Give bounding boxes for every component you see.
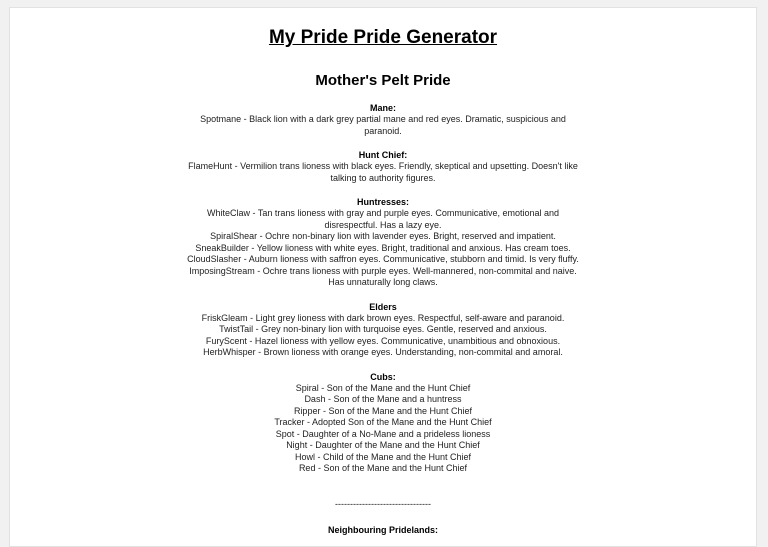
section-divider: -------------------------------- <box>335 498 431 509</box>
huntress-entry: ImposingStream - Ochre trans lioness with purple eyes. Well-mannered, non-commital and naive. Has unnaturally long claws. <box>189 265 577 287</box>
section-huntresses <box>80 197 686 289</box>
elder-entry: FriskGleam - Light grey lioness with dark brown eyes. Respectful, self-aware and paranoid. <box>201 312 565 323</box>
cub-entry: Red - Son of the Mane and the Hunt Chief <box>298 463 468 473</box>
page-content <box>10 8 756 546</box>
section-elders <box>80 302 686 359</box>
page-frame <box>9 7 757 547</box>
section-heading-hunt-chief: Hunt Chief: <box>358 150 408 160</box>
section-heading-elders: Elders <box>369 301 397 312</box>
cub-entry: Tracker - Adopted Son of the Mane and the Hunt Chief <box>274 417 492 427</box>
section-cubs <box>80 372 686 475</box>
cub-entry: Dash - Son of the Mane and a huntress <box>304 394 462 404</box>
cub-entry: Spiral - Son of the Mane and the Hunt Chief <box>295 382 471 393</box>
huntress-entry: SneakBuilder - Yellow lioness with white eyes. Bright, traditional and anxious. Has cream toes. <box>195 242 571 253</box>
cub-entry: Night - Daughter of the Mane and the Hunt Chief <box>286 440 480 450</box>
page-title: My Pride Pride Generator <box>268 27 498 48</box>
section-heading-huntresses: Huntresses: <box>356 197 410 207</box>
elder-entry: TwistTail - Grey non-binary lion with turquoise eyes. Gentle, reserved and anxious. <box>219 324 547 334</box>
huntress-entry: SpiralShear - Ochre non-binary lion with lavender eyes. Bright, reserved and impatient. <box>210 231 556 241</box>
cub-entry: Howl - Child of the Mane and the Hunt Chief <box>294 451 472 462</box>
cub-entry: Spot - Daughter of a No-Mane and a prideless lioness <box>275 428 491 439</box>
section-heading-cubs: Cubs: <box>370 371 396 382</box>
cub-entry: Ripper - Son of the Mane and the Hunt Chief <box>293 405 473 416</box>
huntress-entry: CloudSlasher - Auburn lioness with saffron eyes. Communicative, stubborn and timid. Is very fluffy. <box>187 254 579 264</box>
section-heading-mane: Mane: <box>369 103 396 113</box>
hunt-chief-entry: FlameHunt - Vermilion trans lioness with black eyes. Friendly, skeptical and upsetting. Doesn't like talking to authority figures. <box>188 161 578 183</box>
section-heading-neighbouring-pridelands: Neighbouring Pridelands: <box>327 525 438 535</box>
section-mane <box>80 103 686 137</box>
mane-entry: Spotmane - Black lion with a dark grey partial mane and red eyes. Dramatic, suspicious and paranoid. <box>200 114 566 136</box>
elder-entry: FuryScent - Hazel lioness with yellow eyes. Communicative, unambitious and obnoxious. <box>205 335 561 346</box>
elder-entry: HerbWhisper - Brown lioness with orange eyes. Understanding, non-commital and amoral. <box>203 347 563 357</box>
section-hunt-chief <box>80 150 686 184</box>
huntress-entry: WhiteClaw - Tan trans lioness with gray and purple eyes. Communicative, emotional and disrespectful. Has a lazy eye. <box>206 208 559 230</box>
pride-name-heading: Mother's Pelt Pride <box>315 72 451 89</box>
